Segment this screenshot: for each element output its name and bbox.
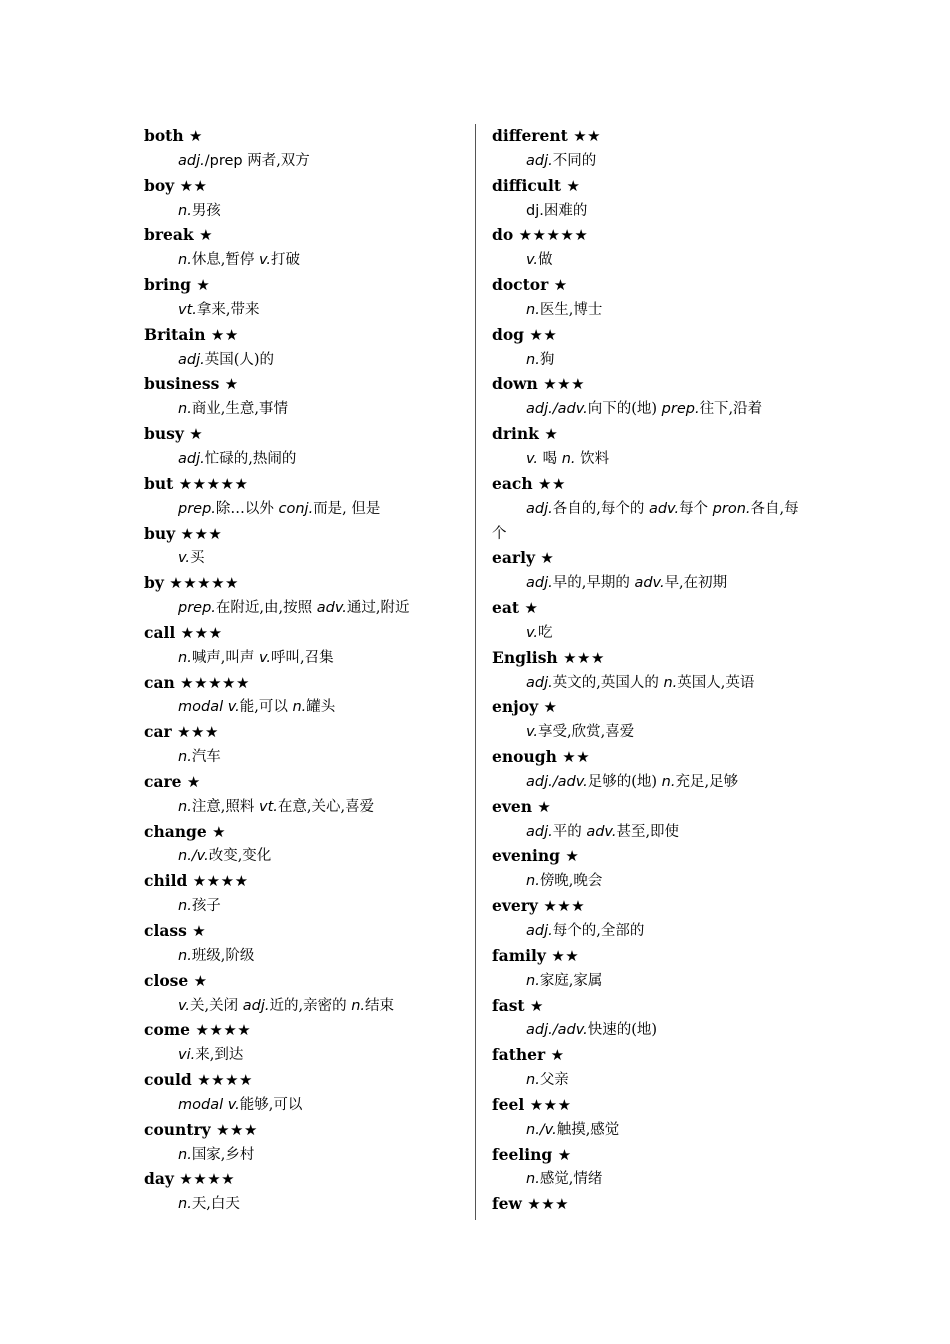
headword-text: enough [492, 747, 557, 767]
part-of-speech: n. [178, 401, 192, 418]
definition-text: 男孩 [191, 202, 221, 219]
definition-line [144, 199, 464, 224]
definition-text: 结束 [365, 997, 394, 1014]
frequency-stars: ★★★ [529, 1095, 572, 1114]
definition-line [492, 199, 808, 224]
definition-text: 每个的,全部的 [552, 923, 645, 939]
frequency-stars: ★ [192, 922, 207, 940]
vocab-headword [492, 124, 808, 149]
vocab-headword [144, 820, 464, 845]
vocab-headword [492, 472, 808, 497]
headword-text: do [492, 225, 514, 245]
definition-text: 注意,照料 [191, 798, 260, 815]
definition-text: 各自,每个 [492, 500, 799, 542]
definition-text: 家庭,家属 [539, 972, 603, 989]
frequency-stars: ★ [524, 599, 539, 618]
headword-text: day [144, 1169, 174, 1189]
definition-text: 父亲 [539, 1072, 569, 1089]
definition-text: 感觉,情绪 [539, 1171, 603, 1188]
vocab-headword [144, 671, 464, 696]
definition-text: 班级,阶级 [191, 947, 255, 964]
headword-text: business [144, 374, 220, 394]
vocab-headword [492, 745, 808, 770]
vocab-headword [144, 422, 464, 447]
headword-text: every [492, 896, 538, 916]
vocab-headword [492, 422, 808, 447]
vocab-headword [492, 646, 808, 671]
definition-line [492, 919, 808, 944]
headword-text: class [144, 921, 187, 940]
definition-text: 能,可以 [239, 699, 293, 716]
definition-line [492, 621, 808, 646]
part-of-speech: n. [561, 450, 576, 467]
definition-line [144, 994, 464, 1019]
frequency-stars: ★★★★★ [180, 673, 250, 692]
part-of-speech: adj. [526, 674, 553, 691]
part-of-speech: n. [178, 947, 192, 964]
definition-text: 做 [538, 252, 553, 269]
frequency-stars: ★★★ [543, 375, 586, 394]
vocab-headword [492, 223, 808, 248]
headword-text: country [144, 1119, 211, 1139]
definition-text: 医生,博士 [539, 301, 603, 318]
vocab-headword [492, 546, 808, 571]
part-of-speech: n. [178, 202, 192, 219]
definition-text: 改变,变化 [208, 848, 272, 865]
headword-text: care [144, 771, 182, 791]
part-of-speech: adj. [526, 575, 553, 592]
headword-text: even [492, 796, 532, 816]
definition-line [492, 1068, 808, 1093]
frequency-stars: ★ [189, 127, 203, 145]
definition-line [144, 745, 464, 770]
headword-text: by [144, 573, 164, 593]
frequency-stars: ★ [186, 772, 201, 791]
definition-text: 关,关闭 [190, 997, 243, 1014]
frequency-stars: ★★★ [543, 897, 586, 916]
definition-line [144, 695, 464, 720]
definition-text: 孩子 [191, 898, 221, 915]
frequency-stars: ★ [565, 847, 580, 866]
headword-text: child [144, 871, 188, 891]
part-of-speech: adj. [178, 450, 205, 467]
frequency-stars: ★ [212, 822, 227, 841]
vocab-headword [492, 1093, 808, 1118]
definition-line [492, 397, 808, 422]
frequency-stars: ★ [553, 276, 568, 295]
part-of-speech: v. [178, 997, 191, 1014]
definition-text: 甚至,即使 [616, 823, 680, 840]
definition-text: 买 [190, 550, 205, 567]
vocab-headword [144, 969, 464, 994]
headword-text: family [492, 945, 546, 965]
definition-text: 近的,亲密的 [269, 997, 352, 1014]
definition-text: 充足,足够 [675, 773, 739, 790]
definition-text: 呼叫,召集 [271, 649, 334, 666]
definition-text: 英国人,英语 [677, 674, 755, 691]
headword-text: come [144, 1020, 191, 1040]
vocab-headword [492, 1143, 808, 1168]
definition-line [492, 497, 808, 547]
headword-text: call [144, 622, 176, 642]
vocab-headword [144, 1118, 464, 1143]
definition-text: 商业,生意,事情 [191, 401, 289, 418]
headword-text: eat [492, 598, 520, 618]
vocab-headword [144, 919, 464, 944]
frequency-stars: ★★ [538, 474, 566, 493]
part-of-speech: prep. [661, 401, 700, 418]
vocab-headword [144, 273, 464, 298]
frequency-stars: ★★★★ [192, 872, 249, 891]
headword-text: feel [492, 1094, 525, 1114]
definition-line [144, 795, 464, 820]
vocab-headword [144, 869, 464, 894]
definition-text: 向下的(地) [587, 401, 662, 418]
part-of-speech: n. [526, 1171, 540, 1188]
part-of-speech: adj./adv. [526, 401, 588, 418]
frequency-stars: ★ [196, 276, 211, 295]
part-of-speech: n. [526, 1072, 540, 1089]
definition-line [492, 348, 808, 373]
frequency-stars: ★ [537, 797, 552, 816]
definition-text: 休息,暂停 [191, 252, 260, 269]
part-of-speech: n. [526, 351, 540, 368]
vocab-headword [144, 124, 464, 149]
headword-text: can [144, 672, 175, 692]
part-of-speech: adv. [316, 600, 347, 617]
headword-text: but [144, 473, 174, 493]
frequency-stars: ★ [566, 176, 581, 195]
vocab-headword [144, 770, 464, 795]
part-of-speech: adj./adv. [526, 1022, 588, 1039]
vocab-headword [492, 844, 808, 869]
part-of-speech: adv. [586, 823, 617, 840]
headword-text: early [492, 548, 535, 568]
definition-text: 早的,早期的 [552, 575, 635, 592]
frequency-stars: ★★★ [563, 648, 605, 667]
definition-text: 国家,乡村 [191, 1146, 255, 1163]
headword-text: fast [492, 995, 525, 1015]
part-of-speech: n. [351, 997, 365, 1014]
definition-line [492, 869, 808, 894]
definition-text: 每个 [679, 500, 713, 517]
vocab-headword [144, 720, 464, 745]
definition-text: 早,在初期 [664, 575, 728, 592]
headword-text: buy [144, 523, 176, 543]
definition-text: 天,白天 [191, 1196, 240, 1213]
frequency-stars: ★★ [179, 176, 208, 195]
part-of-speech: adj. [178, 152, 205, 169]
definition-line [492, 149, 808, 174]
definition-line [492, 671, 808, 696]
frequency-stars: ★ [550, 1046, 565, 1065]
part-of-speech: adj. [178, 351, 205, 368]
frequency-stars: ★★★ [216, 1120, 258, 1139]
definition-line [144, 1143, 464, 1168]
frequency-stars: ★★★ [180, 524, 223, 543]
frequency-stars: ★ [224, 375, 239, 394]
definition-line [492, 1118, 808, 1143]
left-column [144, 124, 464, 1217]
headword-text: evening [492, 846, 560, 866]
definition-line [144, 497, 464, 522]
definition-line [144, 944, 464, 969]
part-of-speech: v. [526, 624, 539, 641]
definition-text: 不同的 [552, 152, 597, 169]
frequency-stars: ★ [544, 425, 559, 444]
headword-text: break [144, 225, 194, 245]
vocab-headword [144, 174, 464, 199]
frequency-stars: ★★★★ [197, 1071, 253, 1090]
frequency-stars: ★★★★ [195, 1021, 252, 1040]
headword-text: Britain [144, 324, 206, 344]
part-of-speech: n. [178, 1196, 192, 1213]
headword-text: English [492, 647, 558, 667]
part-of-speech: vi. [178, 1047, 196, 1064]
definition-text: 吃 [538, 624, 553, 641]
definition-line [492, 571, 808, 596]
part-of-speech: n. [661, 773, 676, 790]
headword-text: car [144, 722, 172, 742]
headword-text: father [492, 1045, 546, 1065]
headword-text: both [144, 126, 184, 145]
vocab-headword [492, 1043, 808, 1068]
definition-line [492, 969, 808, 994]
vocab-headword [144, 223, 464, 248]
vocab-headword [144, 1018, 464, 1043]
definition-text: 触摸,感觉 [556, 1121, 620, 1138]
definition-text: 两者,双方 [242, 152, 310, 169]
part-of-speech: v. [259, 252, 272, 269]
vocab-headword [492, 695, 808, 720]
headword-text: few [492, 1194, 522, 1214]
vocab-headword [144, 621, 464, 646]
definition-line [492, 248, 808, 273]
vocab-headword [144, 571, 464, 596]
definition-text: 在意,关心,喜爱 [277, 798, 375, 815]
definition-text: 饮料 [575, 450, 610, 467]
frequency-stars: ★★ [210, 325, 239, 344]
frequency-stars: ★ [530, 996, 544, 1015]
headword-text: dog [492, 324, 525, 344]
headword-text: change [144, 821, 207, 841]
headword-text: drink [492, 424, 539, 444]
definition-text: 困难的 [543, 202, 588, 219]
definition-line [144, 844, 464, 869]
vocab-headword [492, 994, 808, 1019]
definition-text: 而是, 但是 [313, 500, 381, 517]
right-column [492, 124, 808, 1217]
part-of-speech: v. [259, 649, 272, 666]
definition-text: 忙碌的,热闹的 [204, 450, 297, 467]
definition-text: 通过,附近 [346, 600, 410, 617]
column-divider [475, 124, 476, 1220]
frequency-stars: ★★ [573, 127, 602, 145]
definition-line [144, 298, 464, 323]
definition-line [144, 646, 464, 671]
definition-text: 各自的,每个的 [552, 500, 649, 517]
part-of-speech: n. [663, 674, 678, 691]
headword-text: could [144, 1070, 192, 1090]
definition-line [492, 820, 808, 845]
frequency-stars: ★ [557, 1145, 572, 1164]
part-of-speech: v. [526, 724, 539, 741]
definition-line [492, 1018, 808, 1043]
part-of-speech: pron. [712, 500, 751, 517]
vocab-headword [492, 1192, 808, 1217]
definition-line [492, 1167, 808, 1192]
frequency-stars: ★★ [551, 946, 580, 965]
part-of-speech: n. [178, 1146, 192, 1163]
part-of-speech: n. [178, 649, 192, 666]
definition-line [144, 447, 464, 472]
definition-text: 来,到达 [195, 1047, 244, 1064]
headword-text: bring [144, 275, 191, 295]
vocab-headword [144, 522, 464, 547]
part-of-speech: conj. [278, 500, 314, 517]
definition-text: 享受,欣赏,喜爱 [538, 724, 635, 741]
part-of-speech: vt. [178, 301, 197, 318]
definition-text: 快速的(地) [587, 1022, 658, 1039]
part-of-speech: adj. [526, 500, 553, 517]
frequency-stars: ★ [193, 971, 208, 990]
part-of-speech: n./v. [178, 848, 209, 865]
definition-text: 喊声,叫声 [191, 649, 260, 666]
headword-text: difficult [492, 175, 562, 195]
vocab-headword [144, 1068, 464, 1093]
definition-text: 平的 [552, 823, 587, 840]
frequency-stars: ★ [189, 425, 204, 444]
vocab-headword [144, 472, 464, 497]
part-of-speech: modal v. [178, 1096, 240, 1113]
frequency-stars: ★★★ [177, 723, 219, 742]
part-of-speech: n. [292, 699, 307, 716]
vocab-headword [492, 596, 808, 621]
definition-line [144, 348, 464, 373]
frequency-stars: ★★★★★ [518, 226, 589, 245]
headword-text: boy [144, 175, 175, 195]
headword-text: enjoy [492, 697, 539, 717]
frequency-stars: ★★ [562, 748, 591, 767]
frequency-stars: ★★★ [180, 623, 223, 642]
frequency-stars: ★ [199, 226, 214, 245]
definition-text: /prep [204, 152, 243, 169]
vocab-headword [144, 372, 464, 397]
definition-line [144, 1192, 464, 1217]
part-of-speech: adj./adv. [526, 773, 588, 790]
definition-text: 狗 [539, 351, 555, 368]
definition-text: 傍晚,晚会 [539, 873, 603, 890]
part-of-speech: v. [526, 450, 539, 467]
frequency-stars: ★★★★ [179, 1170, 236, 1189]
definition-text: 英国(人)的 [204, 351, 275, 368]
headword-text: busy [144, 424, 184, 444]
definition-line [492, 770, 808, 795]
definition-line [144, 397, 464, 422]
definition-text: 足够的(地) [587, 773, 662, 790]
part-of-speech: n. [526, 873, 540, 890]
definition-line [492, 298, 808, 323]
vocab-headword [492, 323, 808, 348]
part-of-speech: adj. [526, 823, 553, 840]
headword-text: doctor [492, 275, 549, 295]
headword-text: close [144, 970, 189, 990]
vocab-headword [492, 372, 808, 397]
part-of-speech: adv. [648, 500, 680, 517]
part-of-speech: n. [178, 798, 192, 815]
definition-text: 打破 [271, 252, 301, 269]
part-of-speech: prep. [178, 600, 216, 617]
definition-line [144, 248, 464, 273]
frequency-stars: ★ [543, 698, 558, 717]
headword-text: different [492, 126, 568, 145]
definition-line [144, 546, 464, 571]
frequency-stars: ★★★ [527, 1195, 570, 1214]
vocab-headword [492, 174, 808, 199]
vocab-headword [492, 894, 808, 919]
definition-text: 英文的,英国人的 [552, 674, 664, 691]
headword-text: feeling [492, 1144, 553, 1164]
definition-text: dj. [526, 202, 544, 219]
part-of-speech: prep. [178, 500, 216, 517]
definition-text: 能够,可以 [239, 1096, 303, 1113]
part-of-speech: modal v. [178, 699, 240, 716]
definition-text: 喝 [538, 450, 562, 467]
vocab-headword [492, 273, 808, 298]
part-of-speech: adj. [242, 997, 270, 1014]
definition-text: 罐头 [306, 699, 336, 716]
part-of-speech: adj. [526, 923, 553, 939]
part-of-speech: n. [526, 972, 540, 989]
vocab-headword [492, 944, 808, 969]
definition-text: 拿来,带来 [196, 301, 260, 318]
definition-text: 除…以外 [215, 500, 279, 517]
part-of-speech: v. [526, 252, 539, 269]
part-of-speech: adj. [526, 152, 553, 169]
vocab-headword [492, 795, 808, 820]
vocab-headword [144, 323, 464, 348]
part-of-speech: v. [178, 550, 191, 567]
definition-line [144, 149, 464, 174]
headword-text: each [492, 473, 533, 493]
part-of-speech: n. [178, 749, 192, 766]
part-of-speech: vt. [259, 798, 278, 815]
headword-text: down [492, 374, 538, 394]
definition-text: 往下,沿着 [699, 401, 763, 418]
frequency-stars: ★★ [529, 325, 558, 344]
definition-text: 汽车 [191, 749, 221, 766]
definition-line [144, 1043, 464, 1068]
part-of-speech: n. [178, 252, 192, 269]
frequency-stars: ★★★★★ [178, 474, 249, 493]
frequency-stars: ★★★★★ [169, 574, 240, 593]
part-of-speech: n./v. [526, 1121, 557, 1138]
frequency-stars: ★ [540, 549, 555, 568]
definition-text: 在附近,由,按照 [215, 600, 317, 617]
definition-line [144, 894, 464, 919]
part-of-speech: n. [178, 898, 192, 915]
part-of-speech: n. [526, 301, 540, 318]
definition-line [492, 447, 808, 472]
part-of-speech: adv. [634, 575, 665, 592]
definition-line [144, 1093, 464, 1118]
definition-line [144, 596, 464, 621]
definition-line [492, 720, 808, 745]
vocab-headword [144, 1167, 464, 1192]
